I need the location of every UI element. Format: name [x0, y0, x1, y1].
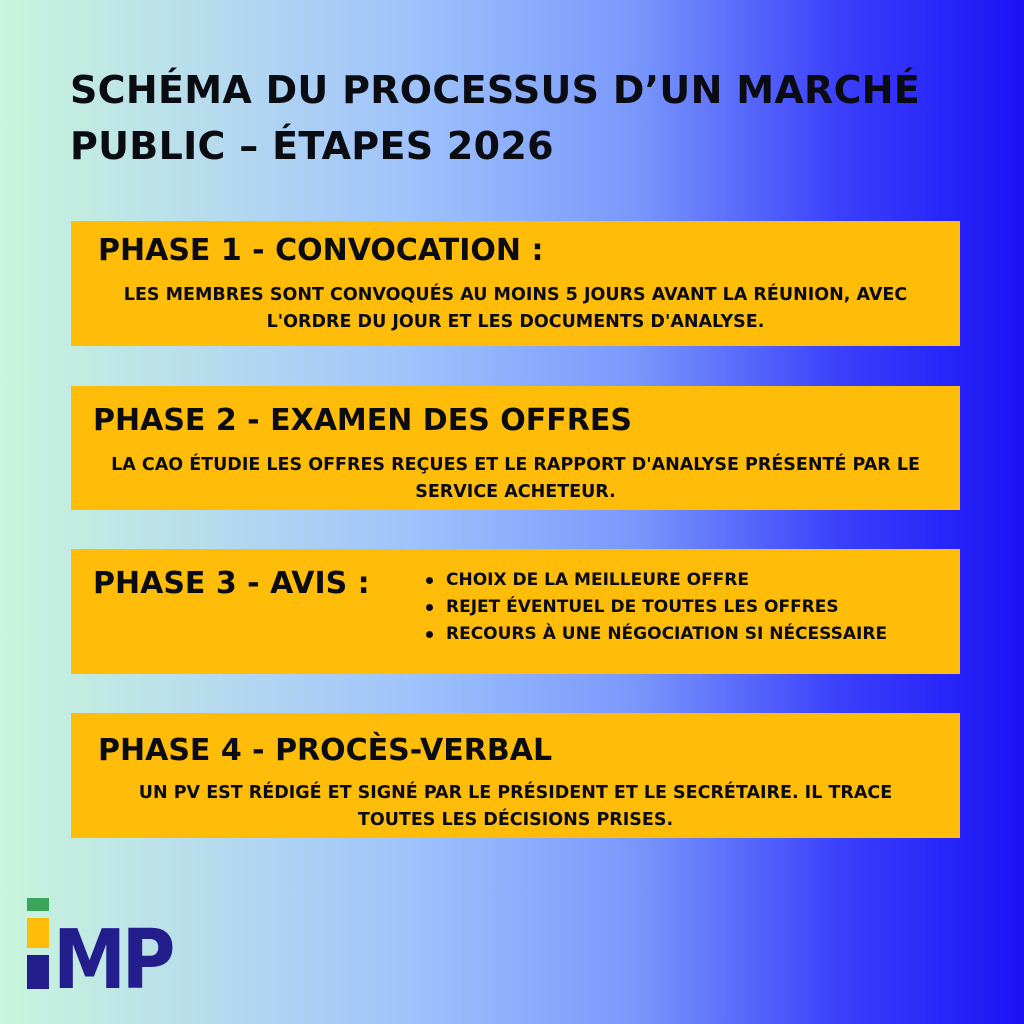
bullet-dot-icon: [426, 604, 433, 611]
phase-3-bullet-text: REJET ÉVENTUEL DE TOUTES LES OFFRES: [446, 597, 839, 617]
phase-1-heading: PHASE 1 - CONVOCATION :: [98, 233, 544, 268]
phase-1-text: LES MEMBRES SONT CONVOQUÉS AU MOINS 5 JOURS AVANT LA RÉUNION, AVEC L'ORDRE DU JOUR ET LES DOCUMENTS D'ANALYSE.: [123, 285, 908, 332]
page-title: [70, 62, 990, 174]
logo-green-bar: [27, 898, 49, 911]
phase-3-bullet: [426, 621, 887, 648]
phase-4-text: UN PV EST RÉDIGÉ ET SIGNÉ PAR LE PRÉSIDENT ET LE SECRÉTAIRE. IL TRACE TOUTES LES DÉCISIONS PRISES.: [138, 783, 893, 830]
logo-yellow-bar: [27, 918, 49, 948]
phase-3-bullet-text: RECOURS À UNE NÉGOCIATION SI NÉCESSAIRE: [446, 624, 888, 644]
phase-4-heading: PHASE 4 - PROCÈS-VERBAL: [98, 733, 553, 768]
phase-2-heading: PHASE 2 - EXAMEN DES OFFRES: [93, 403, 632, 438]
phase-3-bullet-list: [426, 567, 887, 648]
page-title-line-1: SCHÉMA DU PROCESSUS D’UN MARCHÉ: [70, 68, 921, 112]
bullet-dot-icon: [426, 577, 433, 584]
phase-3-bullet: [426, 594, 887, 621]
phase-3-heading: PHASE 3 - AVIS :: [93, 566, 370, 601]
phase-2-panel: [71, 386, 960, 510]
phase-3-bullet: [426, 567, 887, 594]
phase-1-panel: [71, 221, 960, 346]
emp-logo-icon: [25, 894, 175, 994]
phase-3-bullet-text: CHOIX DE LA MEILLEURE OFFRE: [446, 570, 749, 590]
phase-3-panel: [71, 549, 960, 674]
page-title-line-2: PUBLIC – ÉTAPES 2026: [70, 124, 554, 168]
phase-4-panel: [71, 713, 960, 838]
bullet-dot-icon: [426, 631, 433, 638]
logo-graphic: [25, 894, 175, 994]
logo-text: MP: [53, 913, 173, 994]
phase-2-text: LA CAO ÉTUDIE LES OFFRES REÇUES ET LE RAPPORT D'ANALYSE PRÉSENTÉ PAR LE SERVICE ACHETEUR.: [111, 455, 920, 502]
logo-navy-bar: [27, 955, 49, 989]
